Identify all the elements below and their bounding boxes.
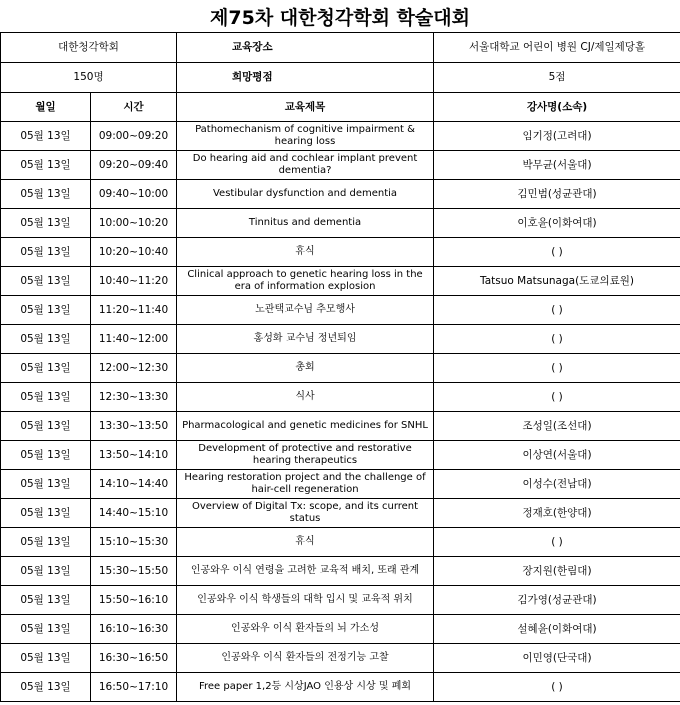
table-row xyxy=(1,267,680,296)
row-speaker: ( ) xyxy=(434,238,680,267)
row-date: 05월 13일 xyxy=(1,238,91,267)
row-topic: Tinnitus and dementia xyxy=(177,209,434,238)
row-topic: 홍성화 교수님 정년퇴임 xyxy=(177,325,434,354)
row-time: 09:20~09:40 xyxy=(91,151,177,180)
row-time: 10:00~10:20 xyxy=(91,209,177,238)
row-speaker: 임기정(고려대) xyxy=(434,122,680,151)
row-topic: Vestibular dysfunction and dementia xyxy=(177,180,434,209)
row-topic: 노관택교수님 추모행사 xyxy=(177,296,434,325)
row-date: 05월 13일 xyxy=(1,354,91,383)
table-row xyxy=(1,238,680,267)
table-row xyxy=(1,122,680,151)
row-time: 10:40~11:20 xyxy=(91,267,177,296)
row-speaker: Tatsuo Matsunaga(도쿄의료원) xyxy=(434,267,680,296)
row-speaker: ( ) xyxy=(434,528,680,557)
row-speaker: 이민영(단국대) xyxy=(434,644,680,673)
row-date: 05월 13일 xyxy=(1,267,91,296)
row-time: 14:10~14:40 xyxy=(91,470,177,499)
table-row xyxy=(1,325,680,354)
row-topic: 휴식 xyxy=(177,238,434,267)
row-time: 16:50~17:10 xyxy=(91,673,177,702)
venue-label: 교육장소 xyxy=(177,33,434,63)
row-date: 05월 13일 xyxy=(1,151,91,180)
table-row xyxy=(1,441,680,470)
row-topic: 인공와우 이식 학생들의 대학 입시 및 교육적 위치 xyxy=(177,586,434,615)
row-topic: 식사 xyxy=(177,383,434,412)
row-topic: 인공와우 이식 환자들의 전정기능 고찰 xyxy=(177,644,434,673)
row-speaker: ( ) xyxy=(434,383,680,412)
row-speaker: 김민범(성균관대) xyxy=(434,180,680,209)
table-row xyxy=(1,296,680,325)
row-topic: Development of protective and restorative hearing therapeutics xyxy=(177,441,434,470)
row-speaker: ( ) xyxy=(434,296,680,325)
row-speaker: 박무균(서울대) xyxy=(434,151,680,180)
row-speaker: 김가영(성균관대) xyxy=(434,586,680,615)
row-date: 05월 13일 xyxy=(1,557,91,586)
row-speaker: 이상연(서울대) xyxy=(434,441,680,470)
header-date: 월일 xyxy=(1,93,91,122)
row-time: 10:20~10:40 xyxy=(91,238,177,267)
row-topic: Pathomechanism of cognitive impairment & hearing loss xyxy=(177,122,434,151)
row-date: 05월 13일 xyxy=(1,470,91,499)
row-date: 05월 13일 xyxy=(1,499,91,528)
header-topic: 교육제목 xyxy=(177,93,434,122)
row-time: 15:50~16:10 xyxy=(91,586,177,615)
row-topic: 인공와우 이식 환자들의 뇌 가소성 xyxy=(177,615,434,644)
info-row-venue xyxy=(1,33,680,63)
row-time: 15:10~15:30 xyxy=(91,528,177,557)
row-time: 11:20~11:40 xyxy=(91,296,177,325)
row-time: 14:40~15:10 xyxy=(91,499,177,528)
row-date: 05월 13일 xyxy=(1,296,91,325)
row-time: 16:30~16:50 xyxy=(91,644,177,673)
table-row xyxy=(1,354,680,383)
header-speaker: 강사명(소속) xyxy=(434,93,680,122)
row-topic: 인공와우 이식 연령을 고려한 교육적 배치, 또래 관계 xyxy=(177,557,434,586)
venue-value: 서울대학교 어린이 병원 CJ/제일제당홀 xyxy=(434,33,680,63)
row-time: 12:00~12:30 xyxy=(91,354,177,383)
row-topic: Hearing restoration project and the challenge of hair-cell regeneration xyxy=(177,470,434,499)
capacity-cell: 150명 xyxy=(1,63,177,93)
table-row xyxy=(1,383,680,412)
row-time: 12:30~13:30 xyxy=(91,383,177,412)
table-row xyxy=(1,557,680,586)
row-date: 05월 13일 xyxy=(1,412,91,441)
row-topic: Do hearing aid and cochlear implant prevent dementia? xyxy=(177,151,434,180)
table-row xyxy=(1,470,680,499)
table-row xyxy=(1,644,680,673)
row-topic: Clinical approach to genetic hearing loss in the era of information explosion xyxy=(177,267,434,296)
header-time: 시간 xyxy=(91,93,177,122)
table-row xyxy=(1,586,680,615)
info-row-credit xyxy=(1,63,680,93)
row-time: 09:00~09:20 xyxy=(91,122,177,151)
row-date: 05월 13일 xyxy=(1,673,91,702)
row-time: 09:40~10:00 xyxy=(91,180,177,209)
table-row xyxy=(1,499,680,528)
row-speaker: 정재호(한양대) xyxy=(434,499,680,528)
page-title: 제75차 대한청각학회 학술대회 xyxy=(210,6,470,29)
row-topic: Overview of Digital Tx: scope, and its current status xyxy=(177,499,434,528)
row-date: 05월 13일 xyxy=(1,586,91,615)
row-date: 05월 13일 xyxy=(1,615,91,644)
table-row xyxy=(1,673,680,702)
table-row xyxy=(1,615,680,644)
row-date: 05월 13일 xyxy=(1,528,91,557)
table-row xyxy=(1,180,680,209)
row-date: 05월 13일 xyxy=(1,325,91,354)
table-header-row xyxy=(1,93,680,122)
row-date: 05월 13일 xyxy=(1,209,91,238)
table-row xyxy=(1,209,680,238)
row-time: 16:10~16:30 xyxy=(91,615,177,644)
row-topic: Pharmacological and genetic medicines for SNHL xyxy=(177,412,434,441)
row-speaker: 이성수(전남대) xyxy=(434,470,680,499)
table-row xyxy=(1,412,680,441)
table-row xyxy=(1,151,680,180)
row-speaker: ( ) xyxy=(434,325,680,354)
table-row xyxy=(1,528,680,557)
row-time: 13:50~14:10 xyxy=(91,441,177,470)
credit-value: 5점 xyxy=(434,63,680,93)
row-date: 05월 13일 xyxy=(1,122,91,151)
schedule-table xyxy=(0,32,680,702)
row-speaker: 조성일(조선대) xyxy=(434,412,680,441)
credit-label: 희망평점 xyxy=(177,63,434,93)
row-date: 05월 13일 xyxy=(1,441,91,470)
row-date: 05월 13일 xyxy=(1,383,91,412)
organizer-cell: 대한청각학회 xyxy=(1,33,177,63)
row-time: 11:40~12:00 xyxy=(91,325,177,354)
row-speaker: 장지원(한림대) xyxy=(434,557,680,586)
row-time: 15:30~15:50 xyxy=(91,557,177,586)
row-date: 05월 13일 xyxy=(1,644,91,673)
row-topic: Free paper 1,2등 시상JAO 인용상 시상 및 폐회 xyxy=(177,673,434,702)
row-date: 05월 13일 xyxy=(1,180,91,209)
row-time: 13:30~13:50 xyxy=(91,412,177,441)
row-speaker: ( ) xyxy=(434,673,680,702)
row-topic: 휴식 xyxy=(177,528,434,557)
row-speaker: 설혜윤(이화여대) xyxy=(434,615,680,644)
row-speaker: ( ) xyxy=(434,354,680,383)
row-topic: 총회 xyxy=(177,354,434,383)
row-speaker: 이호윤(이화여대) xyxy=(434,209,680,238)
